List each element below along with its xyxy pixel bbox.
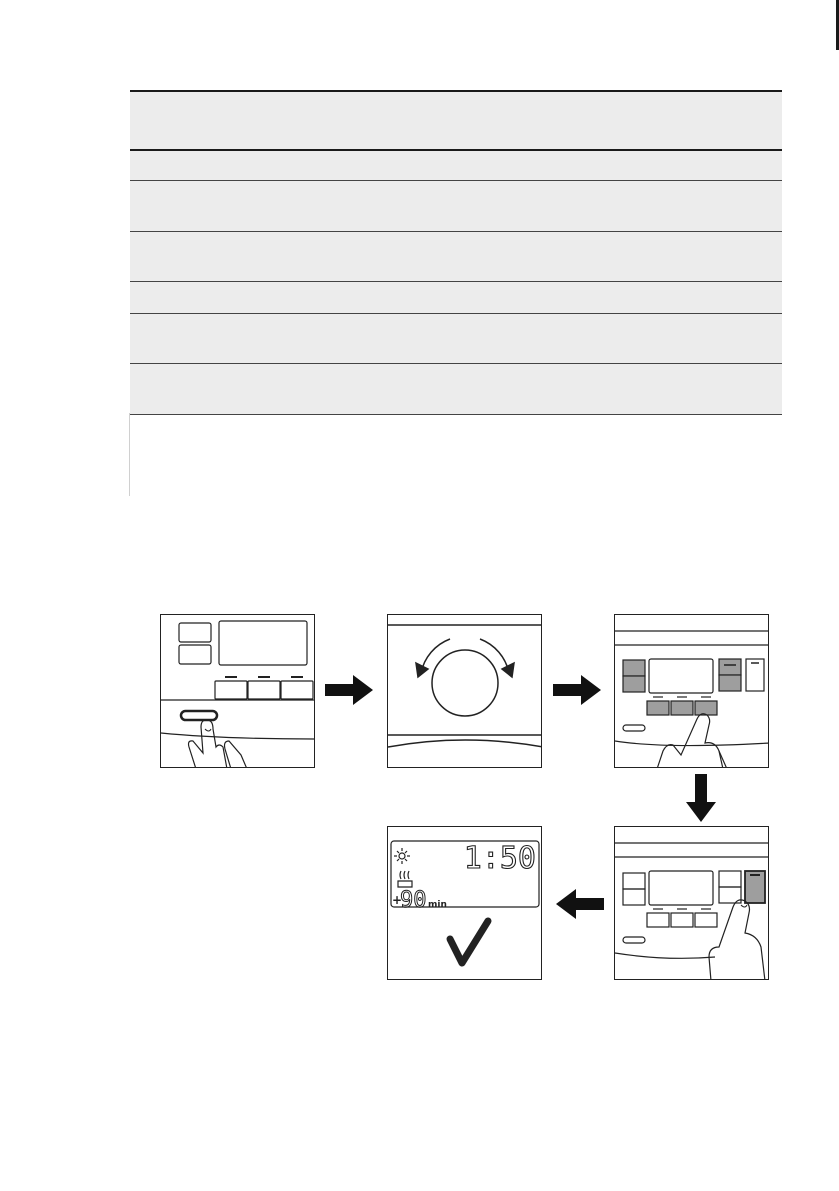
steam-icon <box>398 871 412 887</box>
table-row <box>130 282 782 314</box>
spec-table <box>130 90 782 415</box>
rotate-knob-icon <box>388 615 542 768</box>
arrow-down-icon <box>686 774 716 822</box>
table-row <box>130 151 782 181</box>
step-2-panel <box>387 614 542 768</box>
arrow-left-icon <box>556 889 604 919</box>
extra-time-prefix: + <box>392 893 403 907</box>
arrow-right-icon <box>325 675 373 705</box>
page-edge-marker <box>829 0 839 50</box>
step-1-panel <box>160 614 315 768</box>
checkmark-icon <box>450 921 488 963</box>
table-row <box>130 181 782 232</box>
time-display: 1:50 <box>463 841 536 876</box>
step-4-panel <box>614 826 769 980</box>
hand-pressing-button-icon <box>615 615 769 768</box>
step-5-panel <box>387 826 542 980</box>
table-row <box>130 314 782 364</box>
table-row <box>130 364 782 415</box>
arrow-right-icon <box>553 675 601 705</box>
step-3-panel <box>614 614 769 768</box>
table-row <box>130 232 782 282</box>
table-header-row <box>130 90 782 151</box>
table-continuation-rule <box>129 413 130 496</box>
sun-icon <box>394 848 410 864</box>
display-result <box>388 827 542 980</box>
hand-pressing-button-icon <box>615 827 769 980</box>
hand-pressing-button-icon <box>161 615 315 768</box>
extra-time-unit: min <box>428 900 447 910</box>
extra-time-value: 90 <box>400 888 427 913</box>
